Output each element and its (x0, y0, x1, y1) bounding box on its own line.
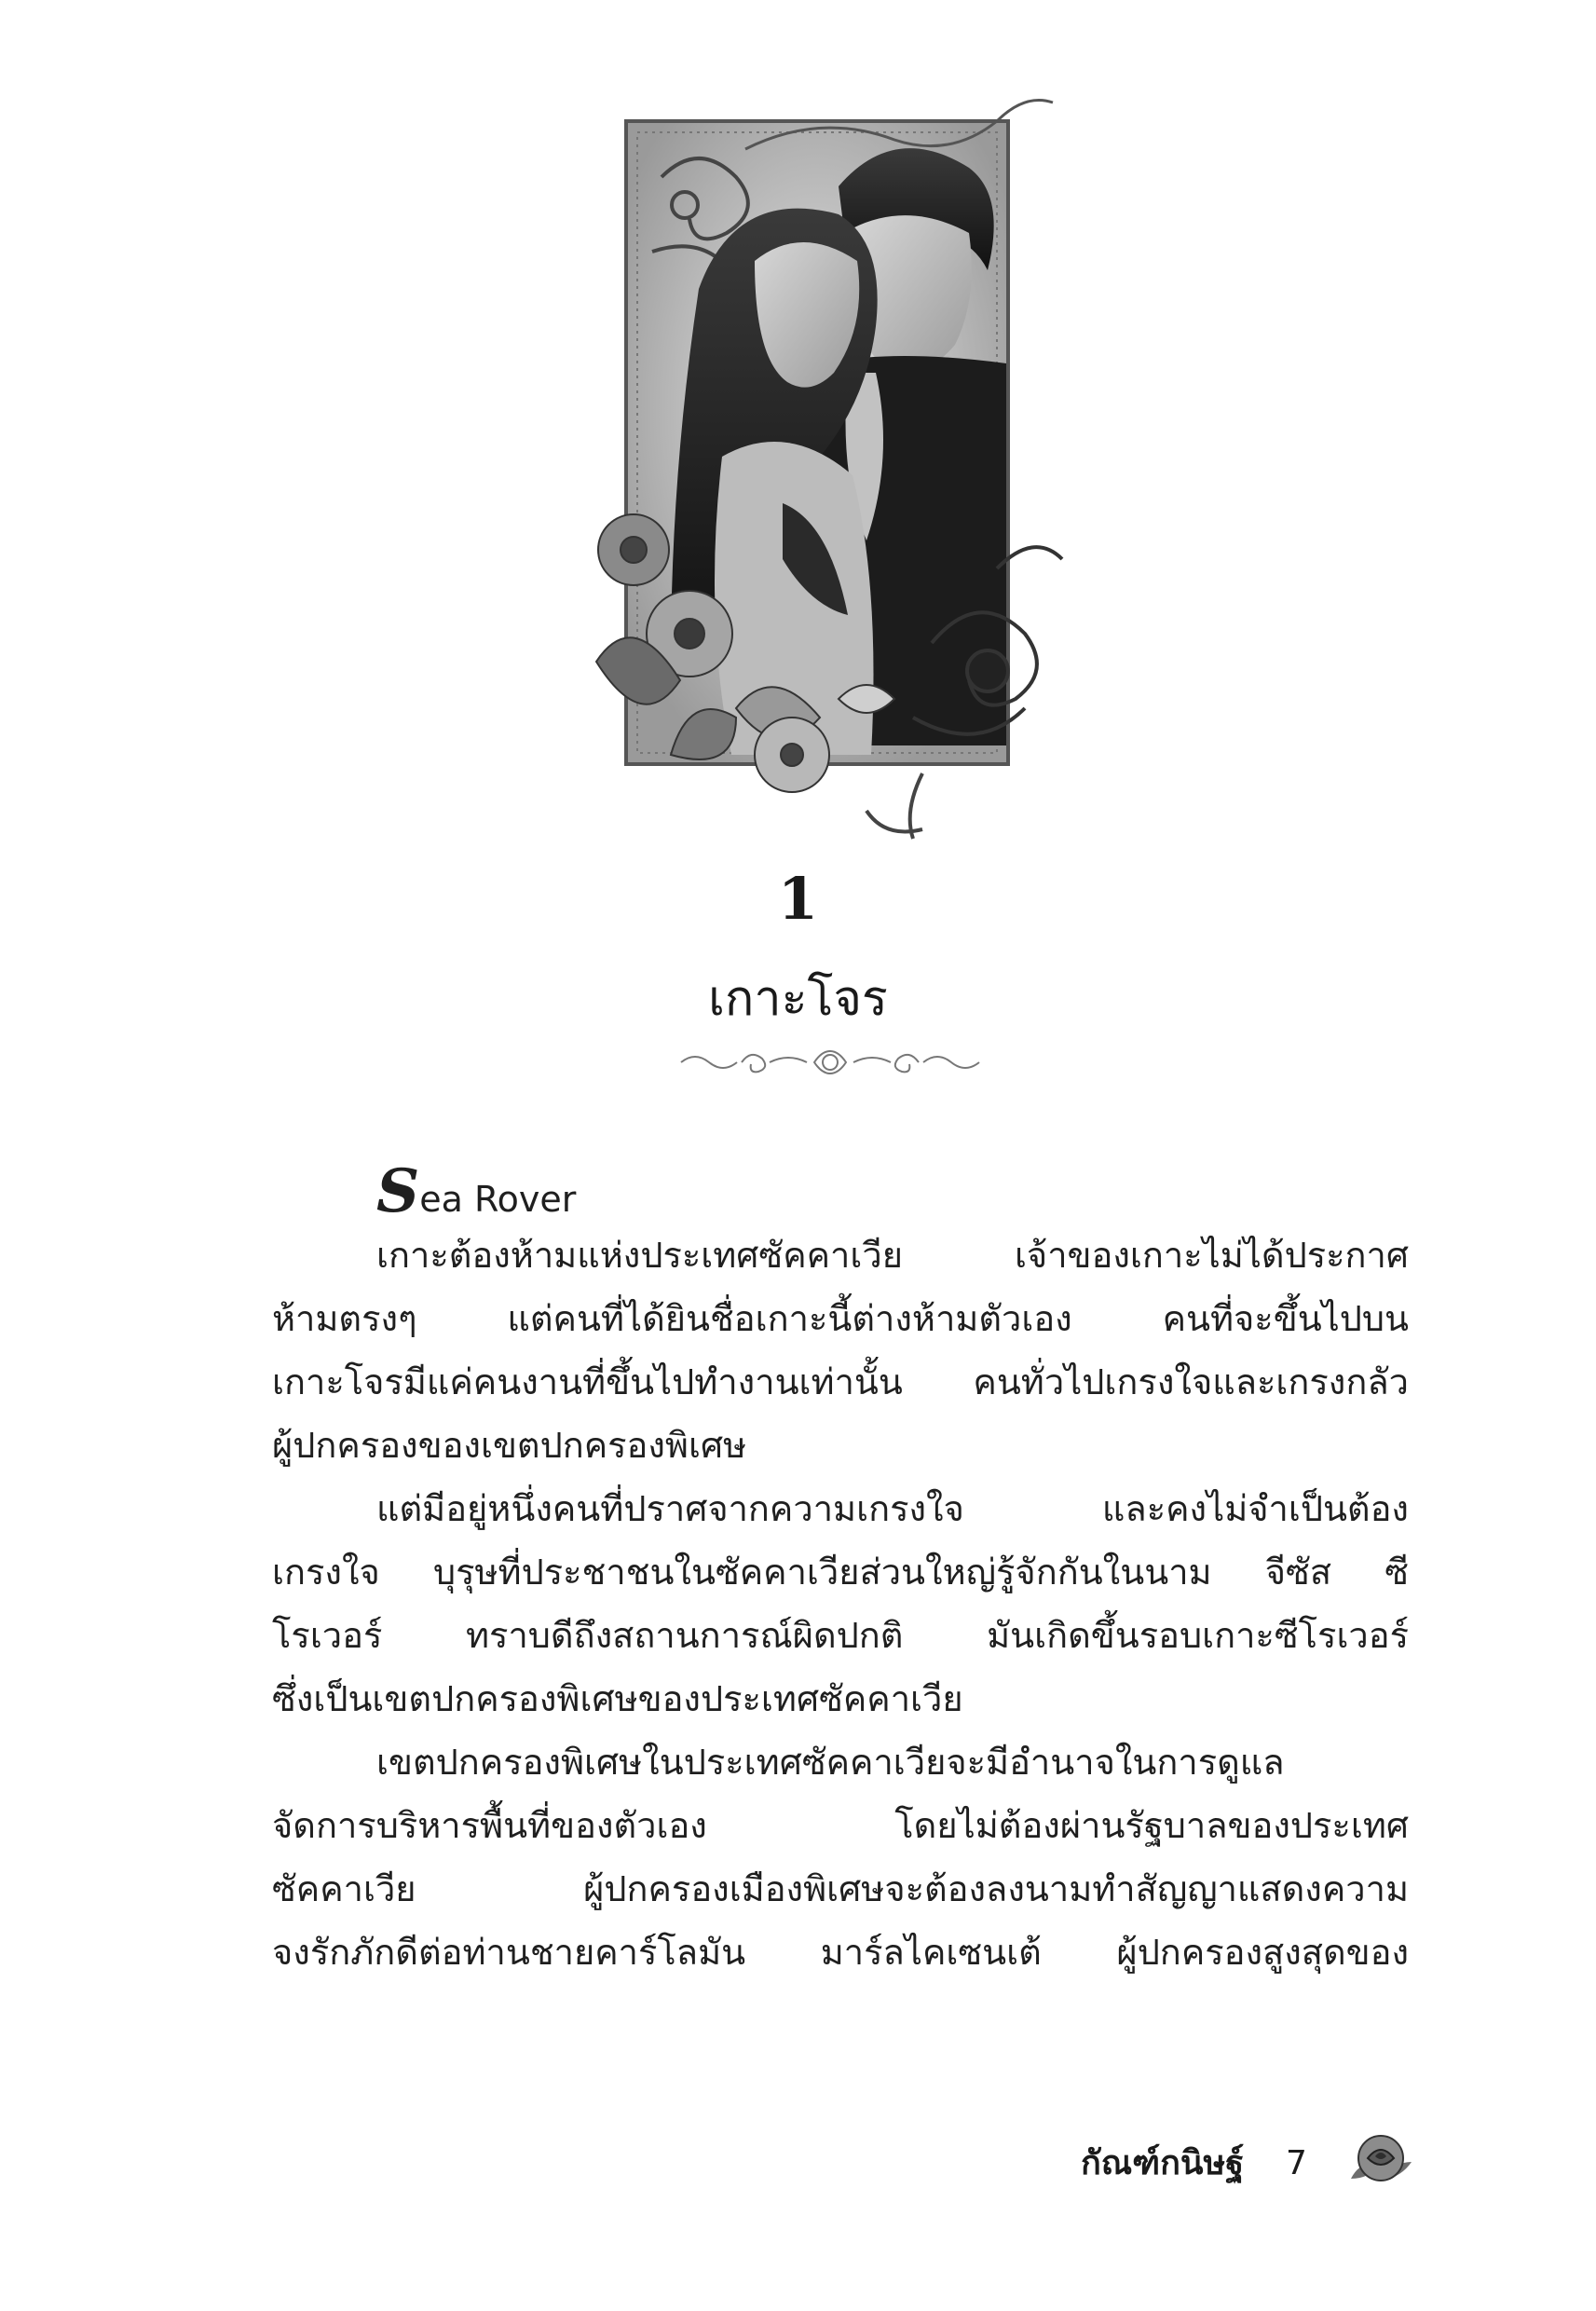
paragraph-line: ซึ่งเป็นเขตปกครองพิเศษของประเทศซัคคาเวีย (272, 1678, 963, 1719)
paragraph-line: โรเวอร์ ทราบดีถึงสถานการณ์ผิดปกติ มันเกิดขึ้นรอบเกาะซีโรเวอร์ (272, 1615, 1409, 1656)
footer-author: กัณฑ์กนิษฐ์ (1081, 2144, 1245, 2182)
paragraph-line: ผู้ปกครองของเขตปกครองพิเศษ (272, 1425, 747, 1466)
paragraph-line: เขตปกครองพิเศษในประเทศซัคคาเวียจะมีอำนาจในการดูแล (376, 1742, 1285, 1783)
divider-ornament-icon (676, 1044, 984, 1081)
rose-icon (1342, 2123, 1416, 2197)
paragraph-line: ซัคคาเวีย ผู้ปกครองเมืองพิเศษจะต้องลงนามทำสัญญาแสดงความ (272, 1868, 1409, 1909)
paragraph-line: เกรงใจ บุรุษที่ประชาชนในซัคคาเวียส่วนใหญ่รู้จักกันในนาม จีซัส ซี (272, 1552, 1409, 1593)
chapter-number: 1 (777, 865, 819, 933)
opening-rest: ea Rover (419, 1179, 577, 1220)
paragraph-line: ห้ามตรงๆ แต่คนที่ได้ยินชื่อเกาะนี้ต่างห้ามตัวเอง คนที่จะขึ้นไปบน (272, 1298, 1409, 1339)
paragraph-line: จงรักภักดีต่อท่านชายคาร์โลมัน มาร์ลไคเซนเต้ ผู้ปกครองสูงสุดของ (272, 1932, 1409, 1973)
chapter-title: เกาะโจร (708, 971, 888, 1027)
paragraph-line: จัดการบริหารพื้นที่ของตัวเอง โดยไม่ต้องผ่านรัฐบาลของประเทศ (272, 1805, 1409, 1846)
opening-line (272, 1156, 1409, 1226)
page-number: 7 (1286, 2144, 1307, 2182)
paragraph-line: เกาะต้องห้ามแห่งประเทศซัคคาเวีย เจ้าของเกาะไม่ได้ประกาศ (376, 1235, 1409, 1276)
body-text (272, 1156, 1409, 1984)
drop-cap: S (376, 1156, 420, 1226)
paragraph-line: เกาะโจรมีแค่คนงานที่ขึ้นไปทำงานเท่านั้น คนทั่วไปเกรงใจและเกรงกลัว (272, 1361, 1409, 1402)
paragraph-line: แต่มีอยู่หนึ่งคนที่ปราศจากความเกรงใจ และคงไม่จำเป็นต้อง (376, 1488, 1409, 1529)
couple-portrait-illustration (559, 65, 1099, 867)
